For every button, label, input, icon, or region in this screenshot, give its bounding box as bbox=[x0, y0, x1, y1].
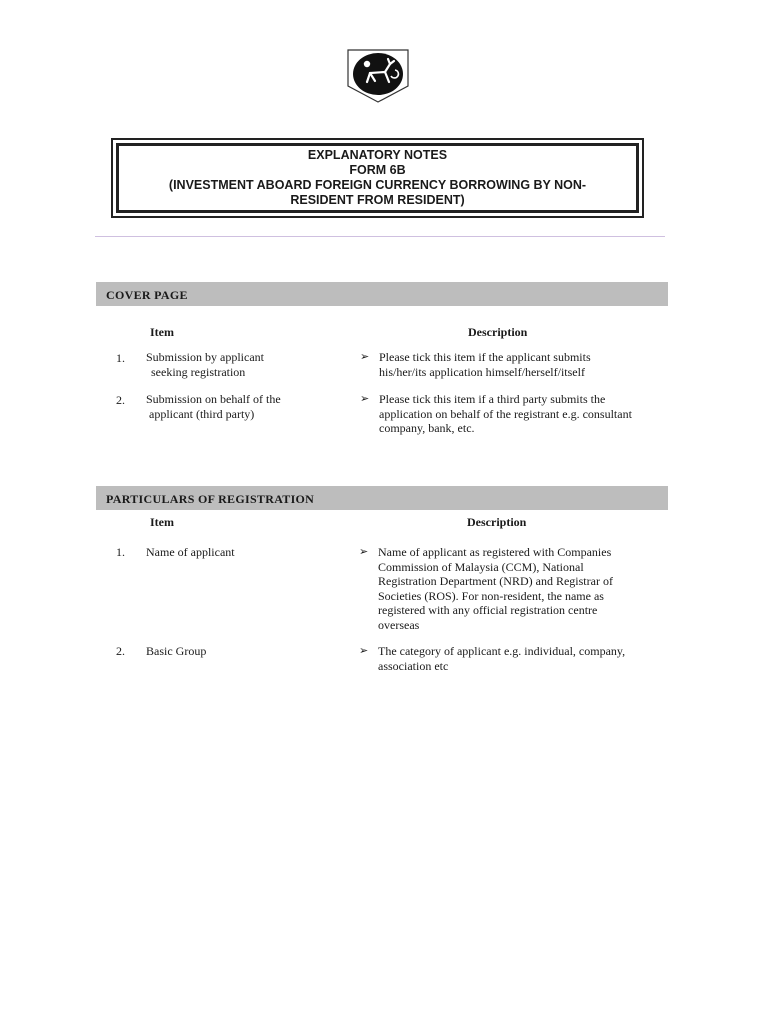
row-item bbox=[146, 545, 336, 560]
divider bbox=[95, 236, 665, 237]
row-description-line: association etc bbox=[378, 658, 449, 673]
row-description bbox=[359, 644, 693, 673]
row-description bbox=[359, 545, 693, 632]
row-item-line: Name of applicant bbox=[146, 545, 235, 559]
row-item-line: Submission on behalf of the bbox=[146, 392, 281, 406]
arrowhead-bullet-icon: ➢ bbox=[359, 644, 369, 657]
row-description-line: company, bank, etc. bbox=[379, 421, 475, 435]
row-number: 2. bbox=[116, 393, 125, 407]
row-description-line: Name of applicant as registered with Companies bbox=[378, 545, 612, 559]
section-heading-cover-page: COVER PAGE bbox=[96, 282, 668, 306]
row-number: 2. bbox=[116, 644, 125, 658]
row-item bbox=[146, 350, 336, 379]
column-header-item: Item bbox=[150, 515, 174, 529]
row-description bbox=[360, 350, 694, 379]
row-description-line: overseas bbox=[378, 617, 420, 632]
row-description-line: registered with any official registration centre bbox=[378, 603, 598, 617]
title-line-2: FORM 6B bbox=[349, 163, 406, 177]
section-heading-particulars: PARTICULARS OF REGISTRATION bbox=[96, 486, 668, 510]
row-item bbox=[146, 392, 336, 421]
row-description bbox=[360, 392, 694, 436]
arrowhead-bullet-icon: ➢ bbox=[359, 545, 369, 558]
title-line-4: RESIDENT FROM RESIDENT) bbox=[290, 193, 465, 207]
title-line-1: EXPLANATORY NOTES bbox=[307, 148, 448, 162]
row-number: 1. bbox=[116, 545, 125, 559]
row-description-line: Registration Department (NRD) and Registrar of bbox=[378, 574, 613, 588]
row-description-line: Please tick this item if a third party submits the bbox=[379, 392, 606, 406]
row-description-line: Societies (ROS). For non-resident, the name as bbox=[378, 588, 604, 603]
column-header-description: Description bbox=[467, 515, 527, 529]
row-item bbox=[146, 644, 336, 659]
arrowhead-bullet-icon: ➢ bbox=[360, 392, 370, 405]
column-header-item: Item bbox=[150, 325, 174, 339]
row-description-line: Please tick this item if the applicant submits bbox=[379, 350, 591, 364]
row-description-line: application on behalf of the registrant e.g. consultant bbox=[379, 406, 632, 421]
row-item-line: Basic Group bbox=[146, 644, 207, 658]
crest-deer-emblem-icon bbox=[345, 48, 411, 104]
column-header-description: Description bbox=[468, 325, 528, 339]
row-description-line: his/her/its application himself/herself/itself bbox=[379, 364, 585, 379]
row-number: 1. bbox=[116, 351, 125, 365]
row-description-line: Commission of Malaysia (CCM), National bbox=[378, 559, 584, 574]
form-title-box bbox=[111, 138, 644, 218]
title-line-3: (INVESTMENT ABOARD FOREIGN CURRENCY BORROWING BY NON- bbox=[168, 178, 587, 192]
row-item-line: Submission by applicant bbox=[146, 350, 264, 364]
row-description-line: The category of applicant e.g. individual, company, bbox=[378, 644, 626, 658]
row-item-line: seeking registration bbox=[151, 364, 246, 379]
arrowhead-bullet-icon: ➢ bbox=[360, 350, 370, 363]
row-item-line: applicant (third party) bbox=[149, 406, 255, 421]
